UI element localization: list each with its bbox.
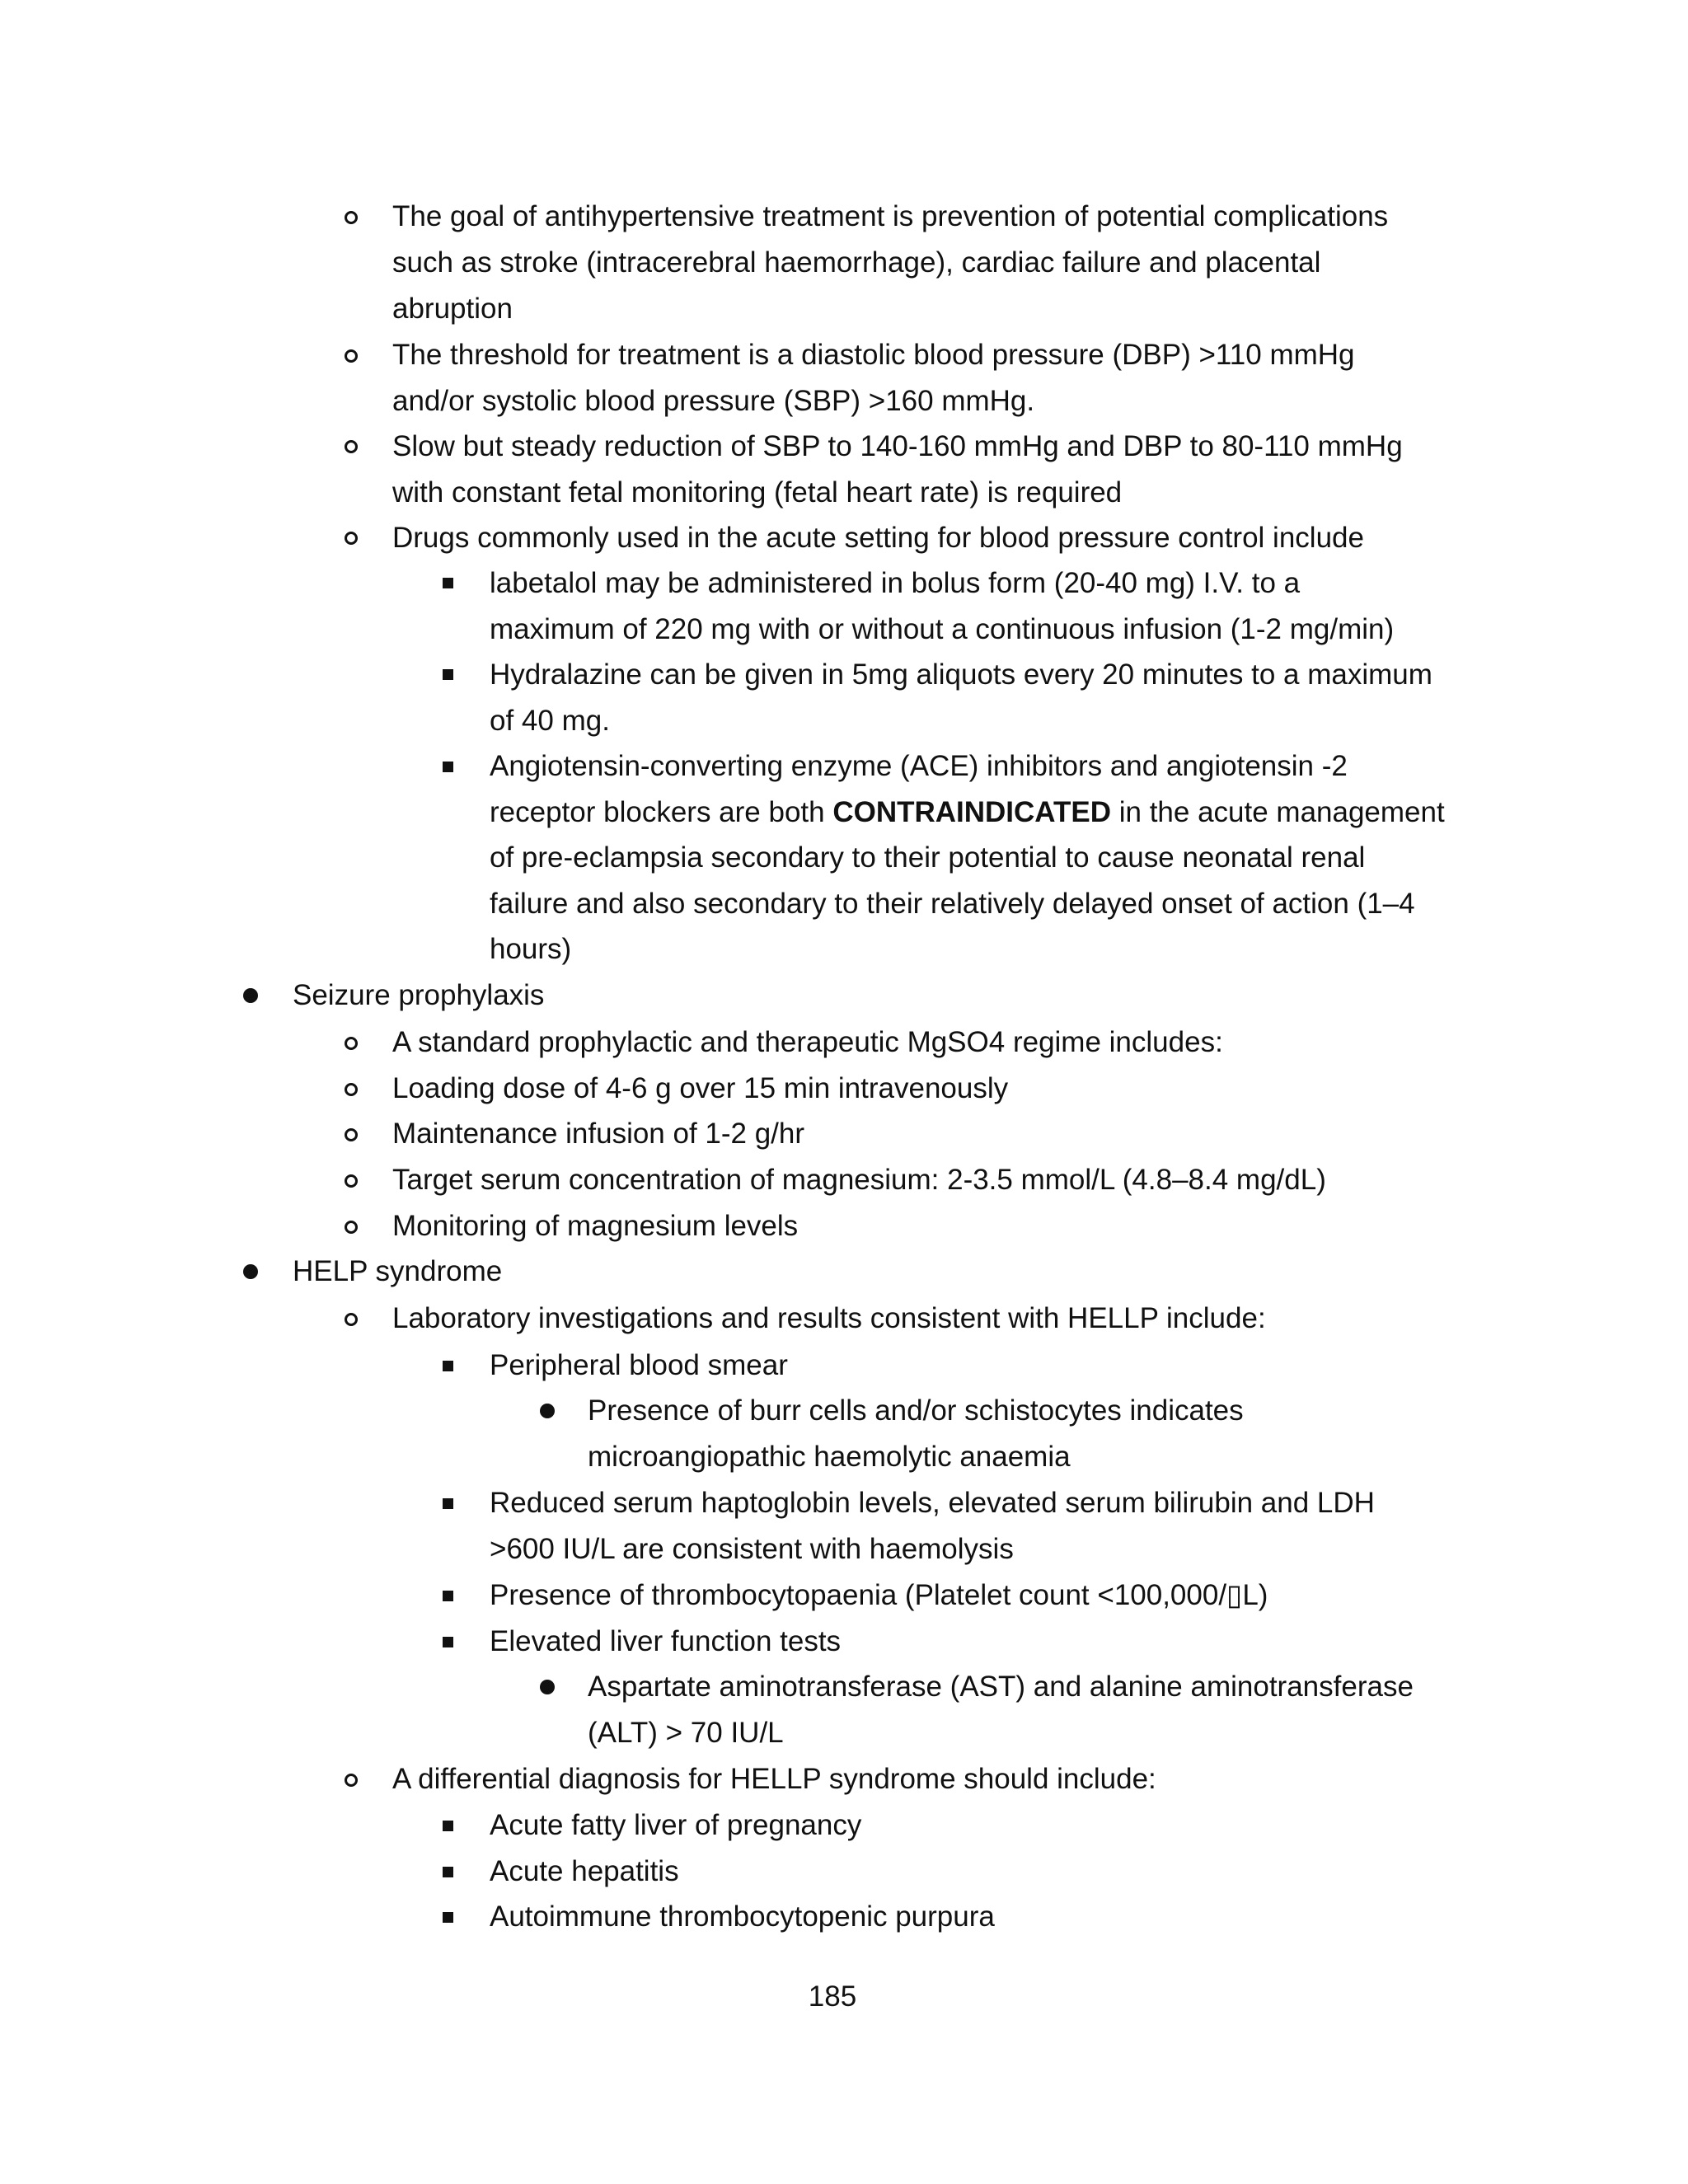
body-text-line: microangiopathic haemolytic anaemia xyxy=(588,1441,1071,1473)
disc-bullet-icon xyxy=(243,988,258,1003)
body-text-line: Monitoring of magnesium levels xyxy=(392,1210,799,1242)
text-span: in the acute management xyxy=(1111,796,1445,828)
body-text-line: Reduced serum haptoglobin levels, elevated serum bilirubin and LDH xyxy=(490,1487,1375,1519)
body-text-line: hours) xyxy=(490,933,572,965)
body-text-line: Presence of burr cells and/or schistocytes indicates xyxy=(588,1394,1244,1427)
circle-bullet-icon xyxy=(345,1037,358,1050)
contraindicated-emphasis: CONTRAINDICATED xyxy=(832,796,1111,828)
circle-bullet-icon xyxy=(345,1313,358,1326)
body-text-line: Loading dose of 4-6 g over 15 min intravenously xyxy=(392,1072,1009,1104)
body-text-line: A standard prophylactic and therapeutic MgSO4 regime includes: xyxy=(392,1026,1223,1058)
square-bullet-icon xyxy=(443,578,453,588)
body-text-line: Maintenance infusion of 1-2 g/hr xyxy=(392,1118,805,1150)
square-bullet-icon xyxy=(443,1821,453,1831)
square-bullet-icon xyxy=(443,1591,453,1601)
body-text-line: Laboratory investigations and results consistent with HELLP include: xyxy=(392,1302,1266,1334)
body-text-line: Acute hepatitis xyxy=(490,1855,679,1887)
body-text-line: The threshold for treatment is a diastolic blood pressure (DBP) >110 mmHg xyxy=(392,339,1355,371)
square-bullet-icon xyxy=(443,1637,453,1647)
text-span: receptor blockers are both xyxy=(490,796,833,828)
body-text-line: Target serum concentration of magnesium: 2-3.5 mmol/L (4.8–8.4 mg/dL) xyxy=(392,1164,1326,1196)
body-text-line: Elevated liver function tests xyxy=(490,1625,842,1657)
body-text-line xyxy=(490,790,1445,836)
body-text-line: The goal of antihypertensive treatment is prevention of potential complications xyxy=(392,200,1389,232)
disc-bullet-icon xyxy=(540,1680,555,1694)
body-text-line: of pre-eclampsia secondary to their potential to cause neonatal renal xyxy=(490,841,1366,874)
square-bullet-icon xyxy=(443,1912,453,1923)
circle-bullet-icon xyxy=(345,211,358,224)
body-text-line: Angiotensin-converting enzyme (ACE) inhibitors and angiotensin -2 xyxy=(490,750,1348,782)
square-bullet-icon xyxy=(443,1361,453,1371)
body-text-line: and/or systolic blood pressure (SBP) >160 mmHg. xyxy=(392,385,1035,417)
circle-bullet-icon xyxy=(345,440,358,453)
square-bullet-icon xyxy=(443,1867,453,1877)
circle-bullet-icon xyxy=(345,1221,358,1234)
circle-bullet-icon xyxy=(345,532,358,545)
body-text-line: Drugs commonly used in the acute setting for blood pressure control include xyxy=(392,522,1364,554)
circle-bullet-icon xyxy=(345,1083,358,1096)
body-text-line: Aspartate aminotransferase (AST) and alanine aminotransferase xyxy=(588,1671,1414,1703)
body-text-line: of 40 mg. xyxy=(490,705,610,737)
circle-bullet-icon xyxy=(345,1174,358,1188)
square-bullet-icon xyxy=(443,762,453,772)
disc-bullet-icon xyxy=(540,1404,555,1418)
body-text-line: Acute fatty liver of pregnancy xyxy=(490,1809,862,1841)
disc-bullet-icon xyxy=(243,1264,258,1279)
body-text-line: Hydralazine can be given in 5mg aliquots every 20 minutes to a maximum xyxy=(490,658,1432,691)
body-text-line: Slow but steady reduction of SBP to 140-160 mmHg and DBP to 80-110 mmHg xyxy=(392,430,1403,462)
body-text-line: A differential diagnosis for HELLP syndrome should include: xyxy=(392,1763,1156,1795)
circle-bullet-icon xyxy=(345,349,358,363)
square-bullet-icon xyxy=(443,669,453,680)
section-heading-line: Seizure prophylaxis xyxy=(293,979,545,1011)
square-bullet-icon xyxy=(443,1498,453,1509)
body-text-line: maximum of 220 mg with or without a continuous infusion (1-2 mg/min) xyxy=(490,613,1395,645)
circle-bullet-icon xyxy=(345,1128,358,1141)
circle-bullet-icon xyxy=(345,1774,358,1787)
body-text-line: labetalol may be administered in bolus form (20-40 mg) I.V. to a xyxy=(490,567,1301,599)
body-text-line: failure and also secondary to their relatively delayed onset of action (1–4 xyxy=(490,888,1415,920)
body-text-line: Presence of thrombocytopaenia (Platelet count <100,000/▯L) xyxy=(490,1579,1268,1611)
body-text-line: >600 IU/L are consistent with haemolysis xyxy=(490,1533,1014,1565)
body-text-line: such as stroke (intracerebral haemorrhage), cardiac failure and placental xyxy=(392,246,1321,279)
body-text-line: with constant fetal monitoring (fetal heart rate) is required xyxy=(392,476,1123,509)
body-text-line: (ALT) > 70 IU/L xyxy=(588,1717,784,1749)
body-text-line: Peripheral blood smear xyxy=(490,1349,788,1381)
body-text-line: abruption xyxy=(392,293,513,325)
section-heading-line: HELP syndrome xyxy=(293,1255,503,1287)
body-text-line: Autoimmune thrombocytopenic purpura xyxy=(490,1900,995,1933)
page-number: 185 xyxy=(808,1980,857,2013)
